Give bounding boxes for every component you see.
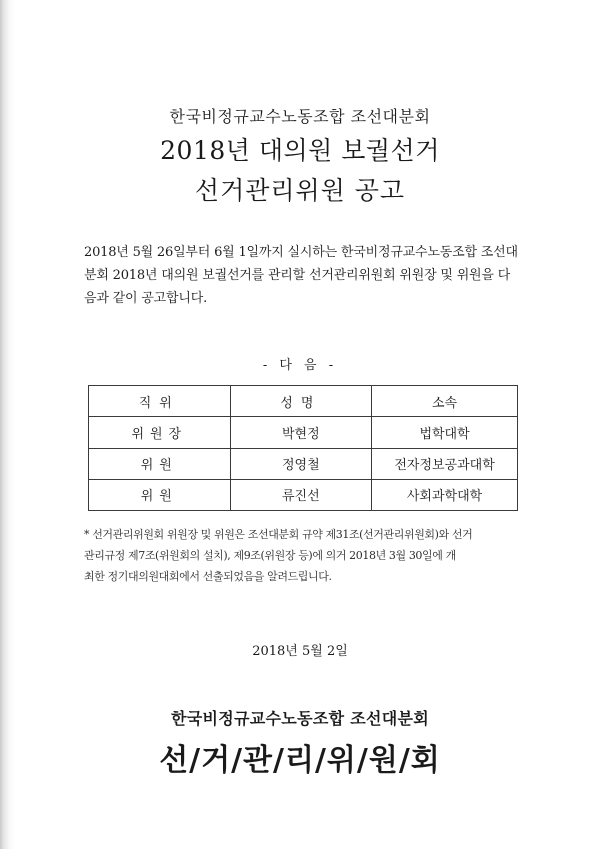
cell-position: 위원: [89, 479, 231, 510]
note-line: * 선거관리위원회 위원장 및 위원은 조선대분회 규약 제31조(선거관리위원회)와 선거: [84, 528, 473, 541]
cell-affiliation: 사회과학대학: [372, 479, 518, 510]
cell-name: 류진선: [230, 479, 372, 510]
column-header-position: 직위: [89, 386, 231, 417]
body-line: 분회 2018년 대의원 보궐선거를 관리할 선거관리위원회 위원장 및 위원을 다: [84, 268, 511, 283]
cell-name: 박현정: [230, 417, 372, 448]
footer-committee: 선/거/관/리/위/원/회: [159, 743, 441, 778]
note-line: 최한 정기대의원대회에서 선출되었음을 알려드립니다.: [84, 570, 332, 583]
cell-affiliation: 전자정보공과대학: [372, 448, 518, 479]
cell-name: 정영철: [230, 448, 372, 479]
note-line: 관리규정 제7조(위원회의 설치), 제9조(위원장 등)에 의거 2018년 3월 30일에 개: [84, 549, 456, 562]
committee-members-table: [88, 385, 518, 511]
body-line: 2018년 5월 26일부터 6월 1일까지 실시하는 한국비정규교수노동조합 조선대: [84, 245, 518, 260]
column-header-affiliation: 소속: [372, 386, 518, 417]
table-header-row: [89, 386, 518, 417]
column-header-name: 성명: [230, 386, 372, 417]
header-title: 2018년 대의원 보궐선거: [160, 136, 440, 165]
notice-date: 2018년 5월 2일: [252, 644, 348, 659]
table-row: [89, 479, 518, 510]
footer-org: 한국비정규교수노동조합 조선대분회: [171, 709, 429, 728]
footnote: [84, 524, 520, 587]
cell-position: 위원장: [89, 417, 231, 448]
header-subtitle: 선거관리위원 공고: [194, 176, 406, 205]
header-org: 한국비정규교수노동조합 조선대분회: [169, 107, 431, 126]
body-line: 음과 같이 공고합니다.: [84, 291, 208, 306]
table-row: [89, 448, 518, 479]
cell-affiliation: 법학대학: [372, 417, 518, 448]
notice-body: [84, 241, 516, 310]
table-row: [89, 417, 518, 448]
section-heading: - 다 음 -: [262, 358, 338, 373]
cell-position: 위원: [89, 448, 231, 479]
